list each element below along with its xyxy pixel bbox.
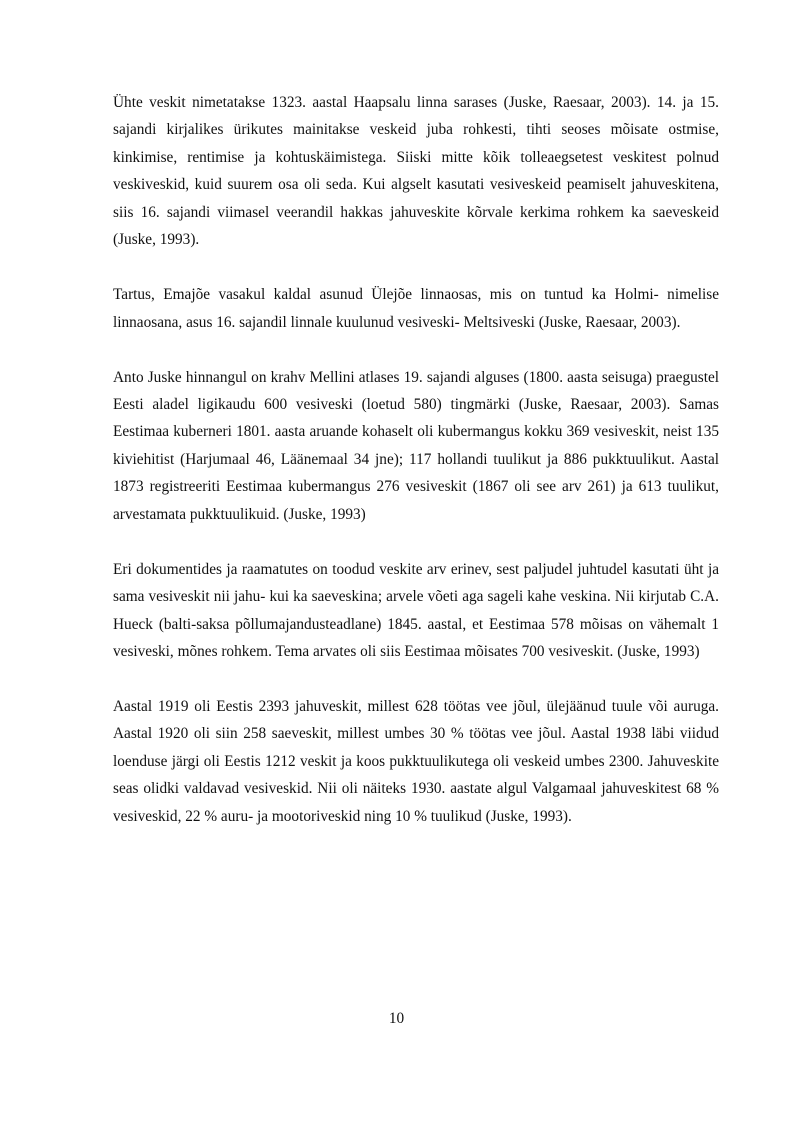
paragraph-early-mills: Ühte veskit nimetatakse 1323. aastal Haapsalu linna sarases (Juske, Raesaar, 2003). 14. ja 15. sajandi kirjalikes ürikutes mainitakse veskeid juba rohkesti, tihti seoses mõisate ostmise, kinkimise, rentimise ja kohtuskäimistega. Siiski mitte kõik tolleaegsetest veskitest polnud veskiveskid, kuid suurem osa oli seda. Kui algselt kasutati vesiveskeid peamiselt jahuveskitena, siis 16. sajandi viimasel veerandil hakkas jahuveskite kõrvale kerkima rohkem ka saeveskeid (Juske, 1993). [113,94,719,249]
body-text [113,89,719,830]
paragraph-mellin-atlas: Anto Juske hinnangul on krahv Mellini atlases 19. sajandi alguses (1800. aasta seisuga) praegustel Eesti aladel ligikaudu 600 vesiveski (loetud 580) tingmärki (Juske, Raesaar, 2003). Samas Eestimaa kuberneri 1801. aasta aruande kohaselt oli kubermangus kokku 369 vesiveskit, neist 135 kiviehitist (Harjumaal 46, Läänemaal 34 jne); 117 hollandi tuulikut ja 886 pukktuulikut. Aastal 1873 registreeriti Eestimaa kubermangus 276 vesiveskit (1867 oli see arv 261) ja 613 tuulikut, arvestamata pukktuulikuid. (Juske, 1993) [113,368,719,523]
page-number: 10 [388,1010,405,1027]
paragraph-mill-counts: Eri dokumentides ja raamatutes on toodud veskite arv erinev, sest paljudel juhtudel kasutati üht ja sama vesiveskit nii jahu- kui ka saeveskina; arvele võeti aga sageli kahe veskina. Nii kirjutab C.A. Hueck (balti-saksa põllumajandusteadlane) 1845. aastal, et Eestimaa 578 mõisas on vähemalt 1 vesiveski, mõnes rohkem. Tema arvates oli siis Eestimaa mõisates 700 vesiveskit. (Juske, 1993) [113,560,719,661]
paragraph-tartu-meltsiveski: Tartus, Emajõe vasakul kaldal asunud Ülejõe linnaosas, mis on tuntud ka Holmi- nimelise linnaosana, asus 16. sajandil linnale kuulunud vesiveski- Meltsiveski (Juske, Raesaar, 2003). [113,286,719,331]
paragraph-20th-century: Aastal 1919 oli Eestis 2393 jahuveskit, millest 628 töötas vee jõul, ülejäänud tuule või auruga. Aastal 1920 oli siin 258 saeveskit, millest umbes 30 % töötas vee jõul. Aastal 1938 läbi viidud loenduse järgi oli Eestis 1212 veskit ja koos pukktuulikutega oli veskeid umbes 2300. Jahuveskite seas olidki valdavad vesiveskid. Nii oli näiteks 1930. aastate algul Valgamaal jahuveskitest 68 % vesiveskid, 22 % auru- ja mootoriveskid ning 10 % tuulikud (Juske, 1993). [113,697,719,825]
